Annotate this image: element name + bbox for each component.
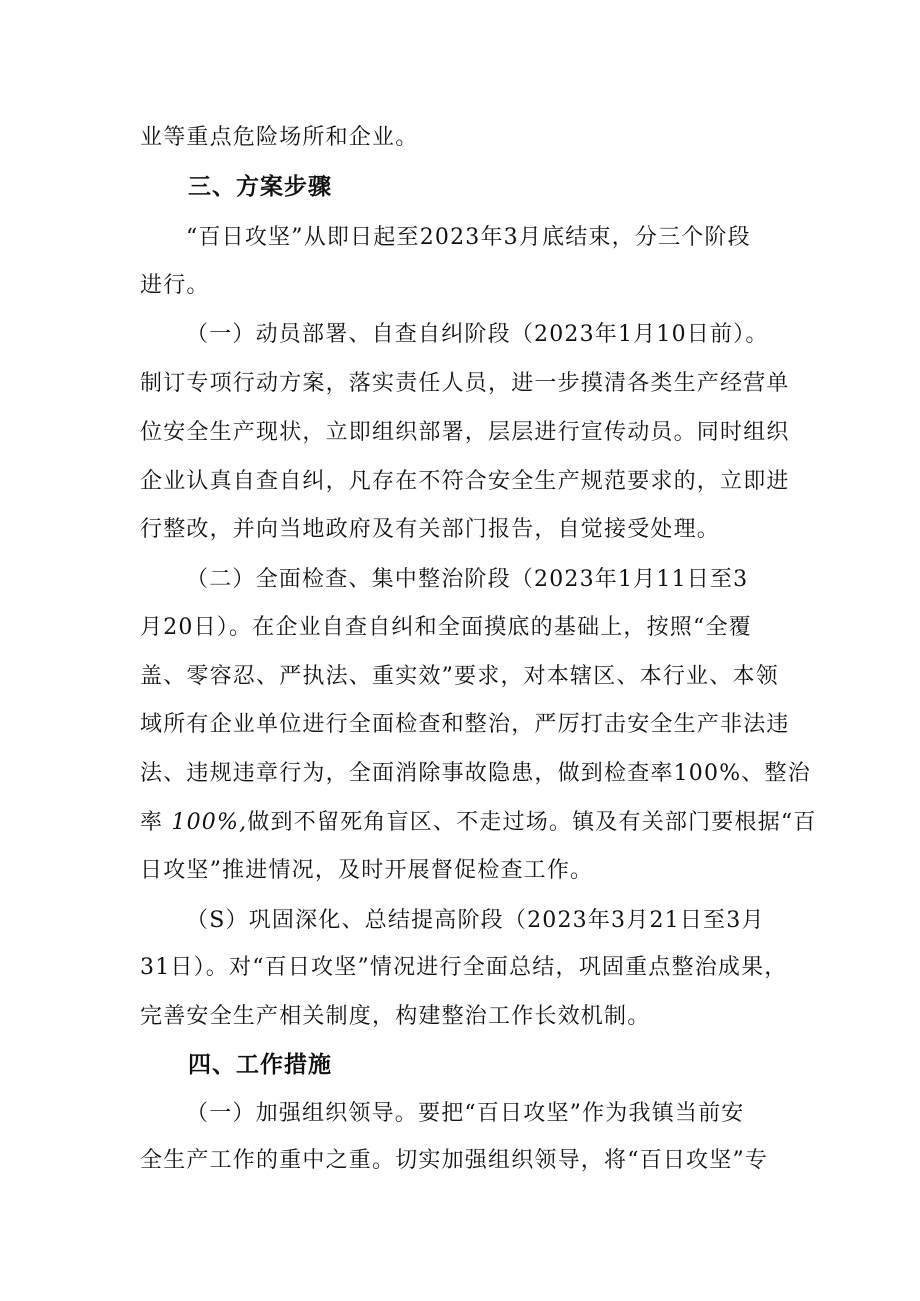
paragraph-line: 月20日）。在企业自查自纠和全面摸底的基础上，按照“全覆 bbox=[140, 615, 752, 640]
paragraph-line: 业等重点危险场所和企业。 bbox=[140, 125, 419, 150]
text-run: 做到不留死角盲区、不走过场。镇及有关部门要根据“百 bbox=[247, 810, 817, 835]
paragraph-line: 位安全生产现状，立即组织部署，层层进行宣传动员。同时组织 bbox=[140, 420, 790, 445]
paragraph-line: （一）加强组织领导。要把“百日攻坚”作为我镇当前安 bbox=[186, 1101, 745, 1126]
paragraph-line: 日攻坚”推进情况，及时开展督促检查工作。 bbox=[140, 858, 594, 883]
text-run: 率 bbox=[140, 810, 172, 835]
paragraph-line: 31日）。对“百日攻坚”情况进行全面总结，巩固重点整治成果， bbox=[140, 955, 788, 980]
paragraph-line: （一）动员部署、自查自纠阶段（2023年1月10日前）。 bbox=[186, 322, 769, 347]
section-heading-3: 三、方案步骤 bbox=[188, 174, 332, 200]
paragraph-line: 完善安全生产相关制度，构建整治工作长效机制。 bbox=[140, 1004, 651, 1029]
paragraph-line: 行整改，并向当地政府及有关部门报告，自觉接受处理。 bbox=[140, 517, 721, 542]
italic-percent: 100%, bbox=[171, 810, 248, 835]
paragraph-line bbox=[140, 808, 817, 838]
paragraph-line: “百日攻坚”从即日起至2023年3月底结束，分三个阶段 bbox=[186, 225, 751, 250]
paragraph-line: 盖、零容忍、严执法、重实效”要求，对本辖区、本行业、本领 bbox=[140, 664, 779, 689]
paragraph-line: （二）全面检查、集中整治阶段（2023年1月11日至3 bbox=[186, 567, 749, 592]
paragraph-line: 进行。 bbox=[140, 273, 210, 298]
paragraph-line: （S）巩固深化、总结提高阶段（2023年3月21日至3月 bbox=[186, 908, 765, 933]
paragraph-line: 域所有企业单位进行全面检查和整治，严厉打击安全生产非法违 bbox=[140, 712, 790, 737]
paragraph-line: 全生产工作的重中之重。切实加强组织领导，将“百日攻坚”专 bbox=[140, 1148, 769, 1173]
paragraph-line: 企业认真自查自纠，凡存在不符合安全生产规范要求的，立即进 bbox=[140, 469, 790, 494]
paragraph-line: 制订专项行动方案，落实责任人员，进一步摸清各类生产经营单 bbox=[140, 371, 790, 396]
section-heading-4: 四、工作措施 bbox=[188, 1052, 332, 1078]
paragraph-line: 法、违规违章行为，全面消除事故隐患，做到检查率100%、整治 bbox=[140, 761, 811, 786]
